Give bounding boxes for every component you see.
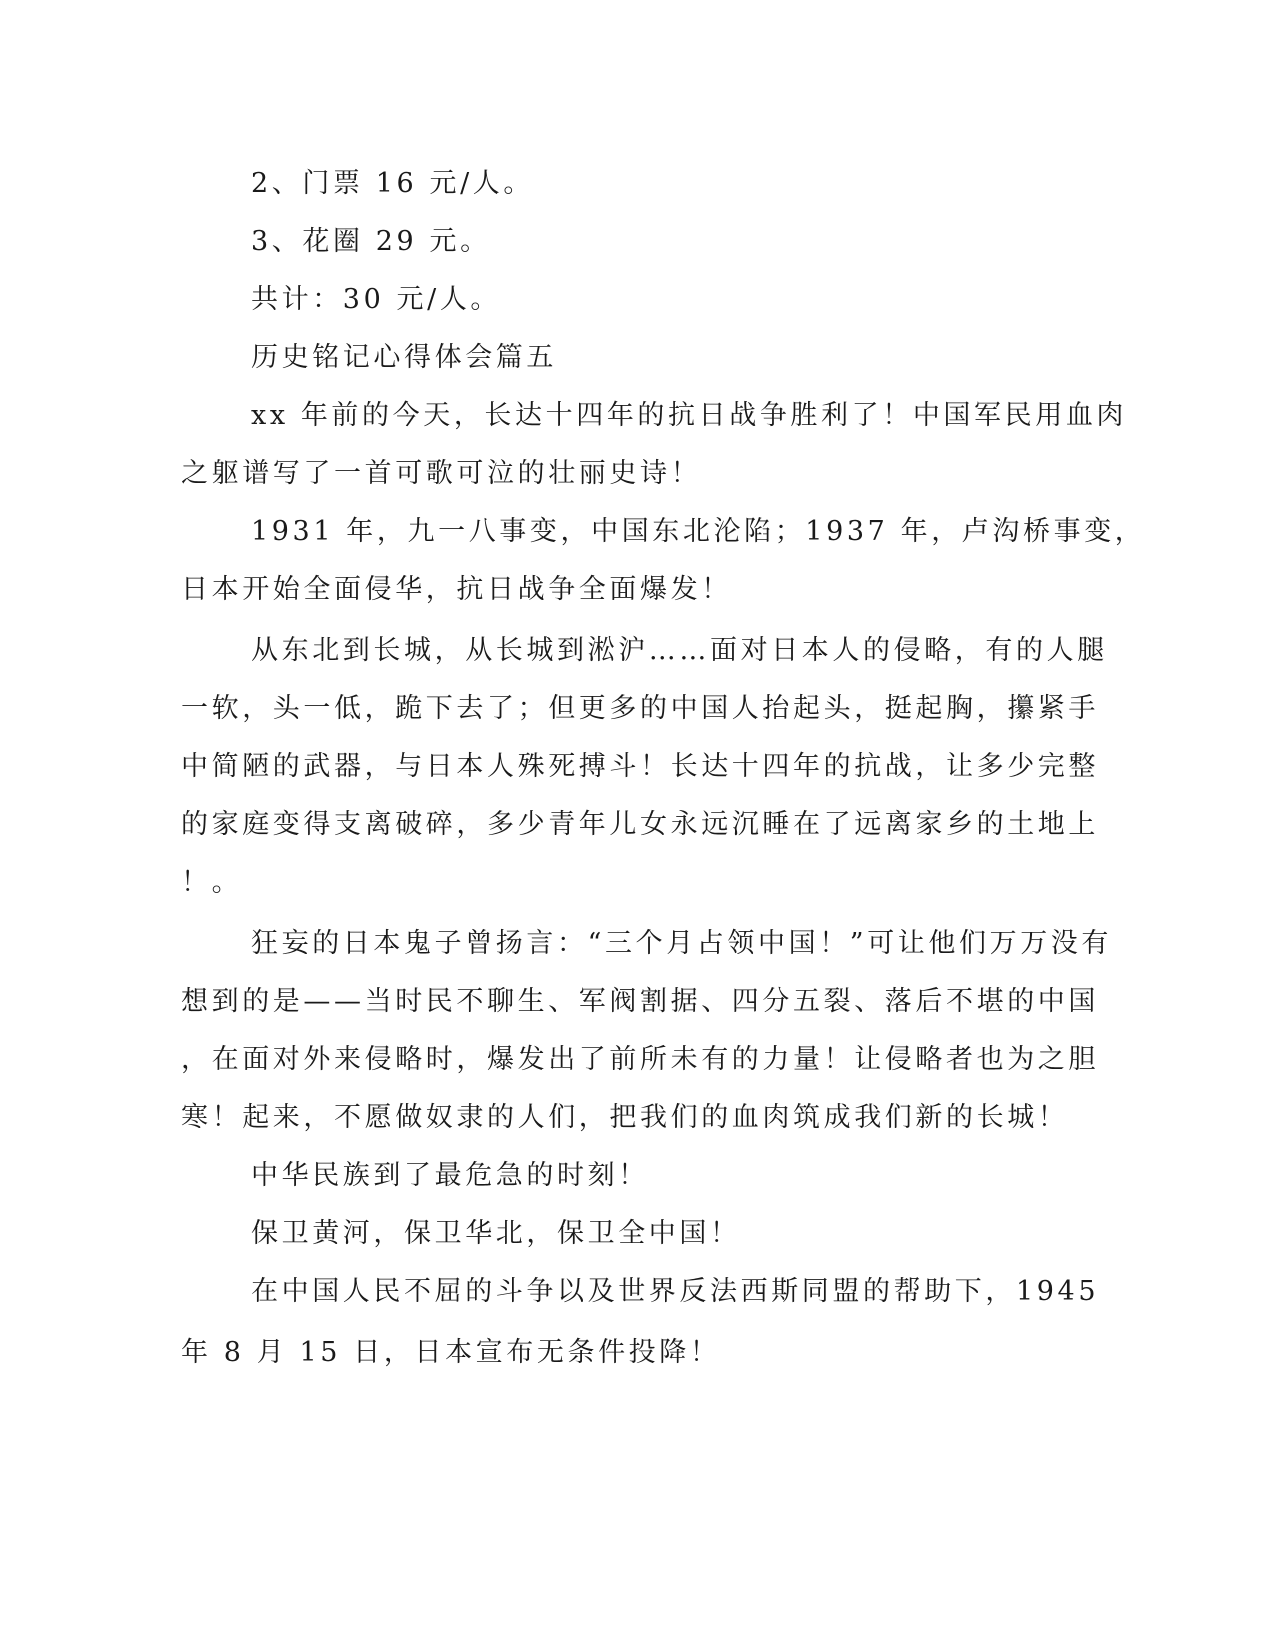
text-line: 在中国人民不屈的斗争以及世界反法西斯同盟的帮助下，1945: [251, 1276, 1100, 1307]
text-line: 1931 年，九一八事变，中国东北沦陷；1937 年，卢沟桥事变，: [251, 516, 1146, 547]
text-line: 之躯谱写了一首可歌可泣的壮丽史诗！: [181, 458, 702, 489]
text-line: 2、门票 16 元/人。: [251, 168, 534, 199]
text-line: 狂妄的日本鬼子曾扬言：“三个月占领中国！”可让他们万万没有: [251, 928, 1113, 959]
text-line: 日本开始全面侵华，抗日战争全面爆发！: [181, 574, 732, 605]
text-line: 3、花圈 29 元。: [251, 226, 491, 257]
text-line: xx 年前的今天，长达十四年的抗日战争胜利了！中国军民用血肉: [251, 400, 1128, 431]
section-heading: 历史铭记心得体会篇五: [251, 342, 557, 373]
text-line: 从东北到长城，从长城到淞沪……面对日本人的侵略，有的人腿: [251, 635, 1108, 666]
text-line: 一软，头一低，跪下去了；但更多的中国人抬起头，挺起胸，攥紧手: [181, 693, 1099, 724]
text-line: 想到的是——当时民不聊生、军阀割据、四分五裂、落后不堪的中国: [181, 986, 1099, 1017]
text-line: 的家庭变得支离破碎，多少青年儿女永远沉睡在了远离家乡的土地上: [181, 809, 1099, 840]
text-line: 中简陋的武器，与日本人殊死搏斗！长达十四年的抗战，让多少完整: [181, 751, 1099, 782]
text-line: ！。: [181, 867, 243, 898]
text-line: 年 8 月 15 日，日本宣布无条件投降！: [181, 1337, 721, 1368]
text-line: 中华民族到了最危急的时刻！: [251, 1160, 649, 1191]
text-line: 寒！起来，不愿做奴隶的人们，把我们的血肉筑成我们新的长城！: [181, 1102, 1069, 1133]
text-line: 共计：30 元/人。: [251, 284, 502, 315]
text-line: ，在面对外来侵略时，爆发出了前所未有的力量！让侵略者也为之胆: [181, 1044, 1099, 1075]
text-line: 保卫黄河，保卫华北，保卫全中国！: [251, 1218, 741, 1249]
